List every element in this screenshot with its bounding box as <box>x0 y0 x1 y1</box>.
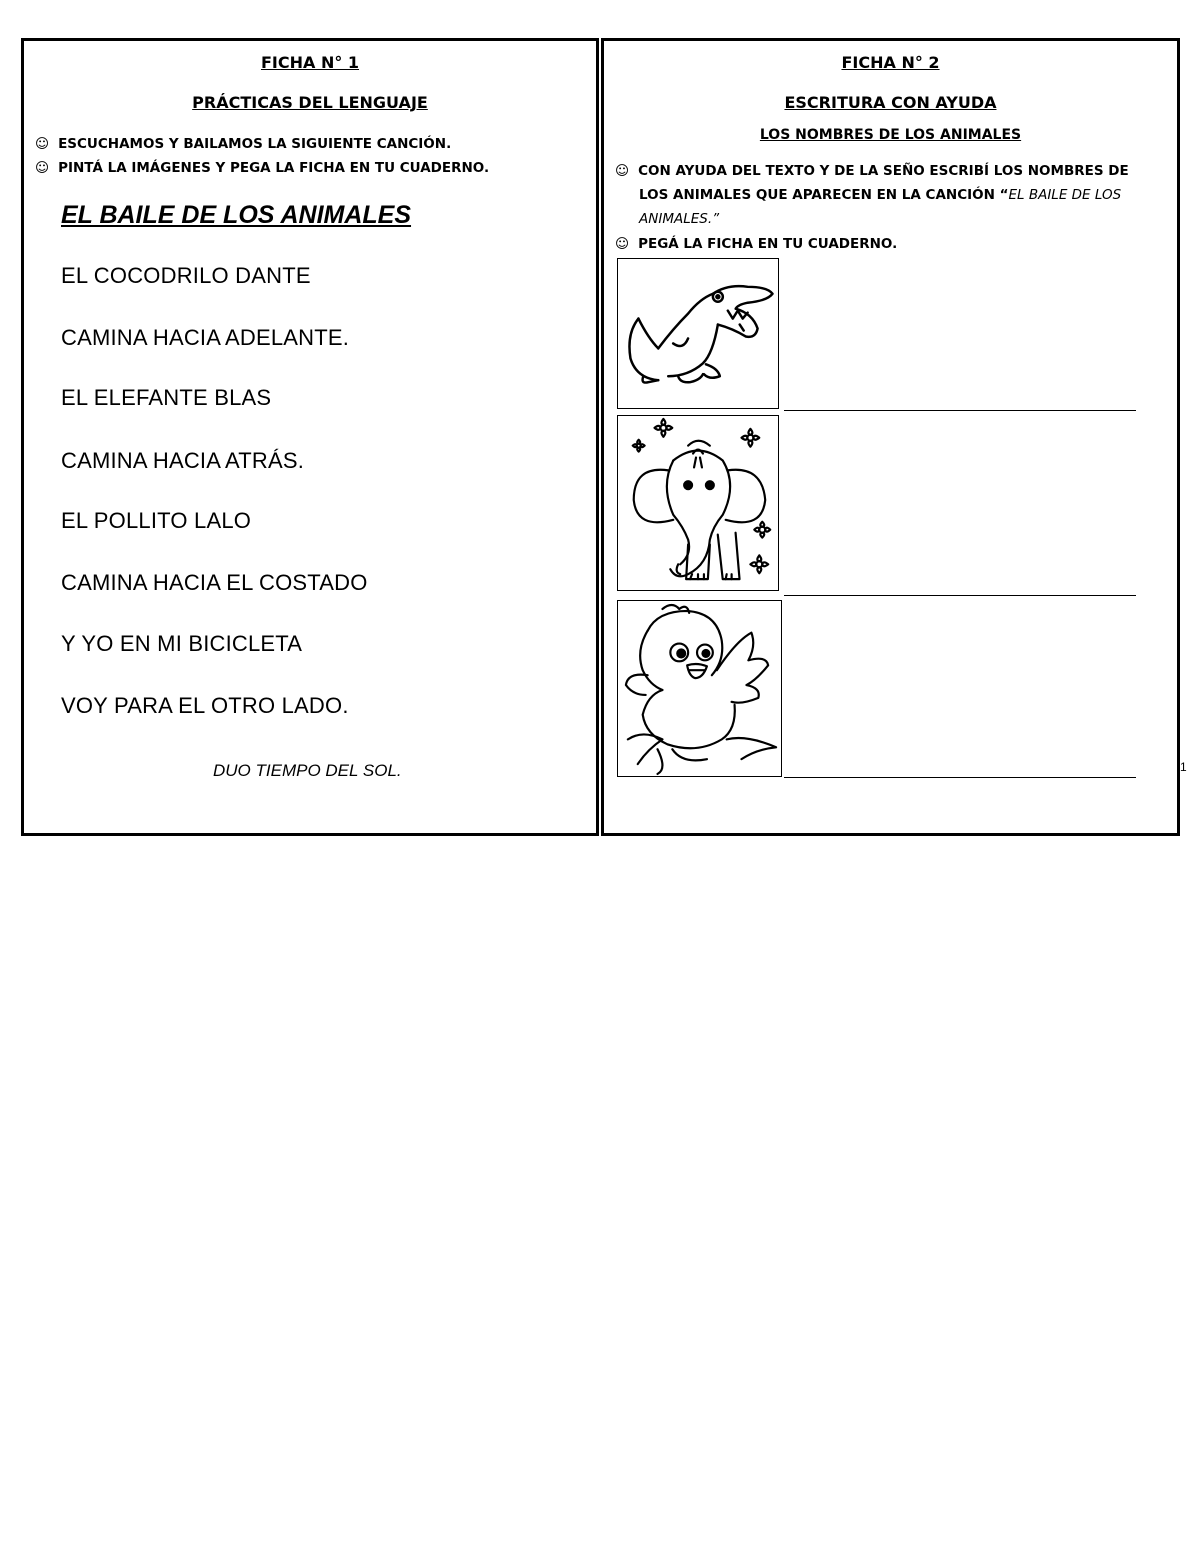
stray-mark: 1 <box>1180 760 1187 774</box>
ficha-1-title: FICHA N° 1 <box>260 53 360 72</box>
chick-icon <box>618 601 781 776</box>
verse-line: Y YO EN MI BICICLETA <box>61 631 303 656</box>
verse-line: CAMINA HACIA EL COSTADO <box>61 570 368 595</box>
write-line-crocodile[interactable] <box>784 410 1136 411</box>
smiley-icon: ☺ <box>35 160 50 176</box>
smiley-icon: ☺ <box>35 136 50 152</box>
verse-line: VOY PARA EL OTRO LADO. <box>61 693 349 718</box>
crocodile-icon <box>618 259 778 408</box>
crocodile-picture <box>617 258 779 409</box>
ficha-2-subtitle: ESCRITURA CON AYUDA <box>784 93 997 112</box>
smiley-icon: ☺ <box>615 236 630 252</box>
write-line-elephant[interactable] <box>784 595 1136 596</box>
instruction-listen: ☺ ESCUCHAMOS Y BAILAMOS LA SIGUIENTE CANCIÓN. <box>35 136 452 152</box>
ficha-2-subheading: LOS NOMBRES DE LOS ANIMALES <box>759 127 1022 143</box>
song-credit: DUO TIEMPO DEL SOL. <box>213 761 402 780</box>
ficha-1-card <box>21 38 599 836</box>
verse-line: EL ELEFANTE BLAS <box>61 385 272 410</box>
verse-line: CAMINA HACIA ATRÁS. <box>61 448 305 473</box>
verse-line: CAMINA HACIA ADELANTE. <box>61 325 350 350</box>
elephant-picture <box>617 415 779 591</box>
ficha-2-card <box>601 38 1180 836</box>
ficha-1-subtitle: PRÁCTICAS DEL LENGUAJE <box>192 93 428 112</box>
song-title: EL BAILE DE LOS ANIMALES <box>61 201 412 229</box>
verse-line: EL COCODRILO DANTE <box>61 263 311 288</box>
elephant-icon <box>618 416 778 590</box>
instruction-write-names: ☺ CON AYUDA DEL TEXTO Y DE LA SEÑO ESCRIBÍ LOS NOMBRES DE LOS ANIMALES QUE APARECEN EN LA CANCIÓN “EL BAILE DE LOS ANIMALES.” <box>615 163 1129 227</box>
chick-picture <box>617 600 782 777</box>
write-line-chick[interactable] <box>784 777 1136 778</box>
ficha-2-title: FICHA N° 2 <box>841 53 940 72</box>
verse-line: EL POLLITO LALO <box>61 508 252 533</box>
smiley-icon: ☺ <box>615 163 630 179</box>
instruction-paste: ☺ PEGÁ LA FICHA EN TU CUADERNO. <box>615 236 898 252</box>
instruction-paint: ☺ PINTÁ LA IMÁGENES Y PEGA LA FICHA EN TU CUADERNO. <box>35 160 490 176</box>
